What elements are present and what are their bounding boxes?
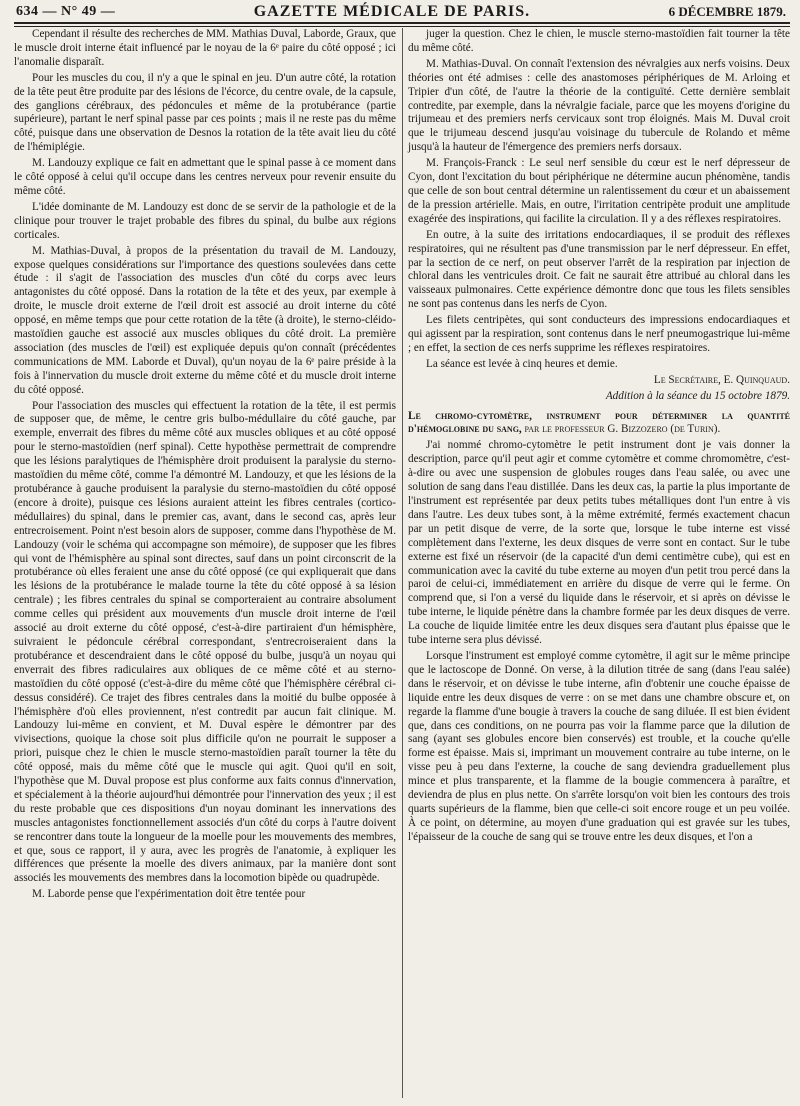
paragraph: Cependant il résulte des recherches de MM. Mathias Duval, Laborde, Graux, que le muscle droit interne était influencé par le noyau de la 6ᵉ paire du côté opposé ; ici l'anomalie disparaît.: [14, 28, 396, 68]
paragraph: M. Mathias-Duval. On connaît l'extension des névralgies aux nerfs voisins. Deux théories ont été admises : celle des anastomoses périphériques de M. Arloing et Tripier d'un côté, de l'autre la théorie de la contiguïté. Cette dernière semblait contredite, par exemple, dans la névralgie faciale, parce que les moyens d'origine du trijumeau et des premiers nerfs cervicaux sont trop éloignés. Mais M. Duval croit que le trijumeau descend jusqu'au voisinage du tubercule de Rolando et même jusqu'à la hauteur de l'émergence des premiers nerfs dorsaux.: [408, 57, 790, 154]
paragraph: L'idée dominante de M. Landouzy est donc de se servir de la pathologie et de la clinique pour trouver le trajet probable des fibres du spinal, du bulbe aux régions corticales.: [14, 200, 396, 241]
page-number: 634 — N° 49 —: [16, 4, 116, 19]
page-header: [16, 2, 786, 22]
secretary-signature: Le Secrétaire, E. Quinquaud.: [653, 373, 790, 386]
paragraph: La séance est levée à cinq heures et demie.: [426, 357, 618, 370]
section-author: par le professeur G. Bizzozero (de Turin).: [524, 423, 721, 436]
paragraph: M. François-Franck : Le seul nerf sensible du cœur est le nerf dépresseur de Cyon, dont l'excitation du bout périphérique ne détermine aucun phénomène, tandis que celle de son bout central détermine un ralentissement du cœur et un abaissement de la pression artérielle. Mais, en outre, l'irritation centripète produit une amplitude exagérée des inspirations, qui facilite la circulation. Il y a des réflexes respiratoires.: [408, 157, 790, 225]
section-title-text: Le chromo-cytomètre, instrument pour déterminer la quantité d'hémoglobine du sang,: [408, 409, 790, 436]
paragraph: Lorsque l'instrument est employé comme cytomètre, il agit sur le même principe que le lactoscope de Donné. On verse, à la dilution titrée de sang (dans l'eau salée) dans le réservoir, et on dévisse le tube interne, afin d'obtenir une couche épaisse de liquide entre les deux disques de verre : on se met dans une chambre obscure et, on regarde la flamme d'une bougie à travers la couche de sang diluée. Il est bien évident que, dans ces conditions, on ne pourra pas voir la flamme parce que la dilution de sang (ayant ses globules encore bien conservés) est trouble, et la couche qu'elle forme est épaisse. Mais si, imprimant un mouvement contraire au tube interne, on le visse peu à peu dans l'externe, la couche de sang deviendra graduellement plus mince et plus transparente, et la flamme de la bougie commencera à paraître, et deviendra de plus en plus nette. On s'arrête lorsqu'on voit bien les contours des trois quarts supérieurs de la flamme, bien que celle-ci soit encore rouge et un peu voilée. À ce point, on détermine, au moyen d'une graduation qui est gravée sur les tubes, l'épaisseur de la couche de sang qui se trouve entre les deux disques, et l'on a: [408, 649, 790, 843]
paragraph: M. Landouzy explique ce fait en admettant que le spinal passe à ce moment dans le côté opposé à celui qu'il occupe dans les centres nerveux pour revenir ensuite du même côté.: [14, 157, 396, 197]
paragraph: M. Laborde pense que l'expérimentation doit être tentée pour: [32, 888, 306, 901]
paragraph: Pour les muscles du cou, il n'y a que le spinal en jeu. D'un autre côté, la rotation de la tête peut être produite par des lésions de l'écorce, du centre ovale, de la capsule, des ganglions cérébraux, des pédoncules et même de la protubérance (partie supérieure), partant le nerf spinal passe par ces points ; mais il ne reste pas du même côté, puisque dans une observation de Desnos la rotation de la tête avait lieu du côté de l'hémiplégie.: [14, 71, 396, 154]
paragraph: Les filets centripètes, qui sont conducteurs des impressions endocardiaques et qui agissent par la respiration, sont contenus dans le nerf pneumogastrique lui-même ; en effet, la section de ces nerfs supprime les réflexes respiratoires.: [408, 314, 790, 354]
right-column: [408, 28, 790, 847]
issue-date: 6 DÉCEMBRE 1879.: [668, 4, 786, 19]
column-divider: [402, 28, 403, 1098]
session-addition: Addition à la séance du 15 octobre 1879.: [605, 389, 790, 402]
section-title: [408, 410, 790, 438]
paragraph: juger la question. Chez le chien, le muscle sterno-mastoïdien fait tourner la tête du même côté.: [408, 28, 790, 54]
paragraph: M. Mathias-Duval, à propos de la présentation du travail de M. Landouzy, expose quelques considérations sur l'importance des questions soulevées dans cette étude : il s'agit de l'association des muscles d'un côté du corps avec leurs antagonistes du côté opposé. Dans la rotation de la tête et des yeux, par exemple à droite, le muscle droit externe de l'œil droit est associé au droit interne du côté opposé, en même temps que pour cette rotation de la tête (à droite), le sterno-cléido-mastoïdien gauche est associé aux muscles obliques du côté droit. La première association (des muscles de l'œil) est expliquée depuis qu'on connaît (précédentes communications de MM. Laborde et Duval), qu'un noyau de la 6ᵉ paire préside à la fois à l'innervation du muscle droit externe du même côté et du muscle droit interne du côté opposé.: [14, 244, 396, 396]
paragraph: En outre, à la suite des irritations endocardiaques, il se produit des réflexes respiratoires, qui ne résultent pas d'une transmission par le nerf dépresseur. En effet, par la section de ce nerf, on peut observer l'arrêt de la respiration par injection de chloral dans les ventricules droit. Ce fait ne saurait être attribué au chloral dans les vaisseaux pulmonaires. Cette expérience démontre donc que tous les filets sensibles ne sont pas contenus dans les nerfs de Cyon.: [408, 228, 790, 311]
left-column: [14, 28, 396, 904]
header-rule: [14, 22, 790, 27]
journal-title: GAZETTE MÉDICALE DE PARIS.: [253, 3, 531, 20]
paragraph: Pour l'association des muscles qui effectuent la rotation de la tête, il est permis de supposer que, de même, le centre gris bulbo-médullaire du côté gauche, par exemple, enverrait des fibres du même côté aux muscles obliques et au côté opposé pour le sterno-mastoïdien (nerf spinal). Cette hypothèse permettrait de comprendre que les lésions paralytiques de l'hémisphère droit produisent la paralysie du sterno-mastoïdien du même côté, comme l'a démontré M. Landouzy, et que les lésions de la protubérance à gauche produisent la paralysie du sterno-mastoïdien du côté opposé (encore à droite), puisque ces lésions auraient atteint les fibres centrales (cortico-médullaires) du spinal, dans le premier cas, avant, dans le second cas, après leur entrecroisement. Point n'est besoin alors de supposer, comme dans l'hypothèse de M. Landouzy (voir le schéma qui accompagne son mémoire), de supposer que les fibres qui vont de l'hémisphère au spinal sont directes, sauf dans un point circonscrit de la protubérance où elles feraient une anse du côté opposé (ce qui expliquerait que dans les lésions de la protubérance le malade tourne la tête du côté opposé à sa lésion centrale) ; les fibres centrales du spinal se comporteraient au contraire absolument comme celles qui président aux mouvements d'un muscle droit interne de l'œil associé au droit externe du côté opposé, c'est-à-dire partiraient d'un hémisphère, suivraient le pédoncule cérébral correspondant, s'entrecroiseraient dans la protubérance et descendraient dans le côté opposé du bulbe, jusqu'à un noyau qui enverrait des fibres radiculaires aux obliques de ce même côté et au sterno-mastoïdien du côté opposé (c'est-à-dire du même côté que l'hémisphère cérébral ci-dessus considéré). Ce trajet des fibres centrales dans la moitié du bulbe opposée à l'hémisphère d'où elles proviennent, n'est contredit par aucun fait clinique. M. Landouzy lui-même en convient, et M. Duval espère le démontrer par des vivisections, quoique la chose soit plus difficile qu'on ne pourrait le supposer a priori, puisque chez le chien le muscle sterno-mastoïdien paraît tourner la tête du côté opposé, mais du même côté que le muscle qui agit. Quoi qu'il en soit, l'hypothèse que M. Duval propose est plus conforme aux faits connus d'innervation, et spécialement à la théorie aujourd'hui démontrée pour l'innervation des yeux ; il est du reste probable que ces dispositions d'un noyau dominant les innervations des muscles antagonistes fonctionnellement associés d'un côté du corps à l'autre doivent se rencontrer dans toute la longueur de la moelle pour les mouvements des membres, et que, sous ce rapport, il y aura, avec les progrès de l'anatomie, à expliquer les différences que présente la moelle des divers animaux, par la manière dont sont associés les mouvements des membres dans la locomotion bipède ou quadrupède.: [14, 399, 396, 885]
paragraph: J'ai nommé chromo-cytomètre le petit instrument dont je vais donner la description, parce qu'il peut agir et comme cytomètre et comme chromomètre, c'est-à-dire ou avec une suspension de globules rouges dans l'eau salée, ou avec une solution de sang dans l'eau distillée. Dans les deux cas, la partie la plus importante de l'instrument est représentée par deux petits tubes métalliques dont l'un entre à vis dans l'autre. Les deux tubes sont, à la même extrémité, fermés exactement chacun par un petit disque de verre, de la sorte que, lorsque le tube interne est vissé complètement dans l'externe, les deux disques de verre sont en contact. Sur le tube externe est fixé un réservoir (de la capacité d'un demi centimètre cube), qui est en communication avec la cavité du tube externe au moyen d'un petit trou percé dans la paroi de celui-ci, immédiatement en arrière du disque de verre qui le ferme. On comprend que, si l'on a versé du liquide dans le réservoir, et si après on dévisse le tube interne, le liquide pénètre dans la chambre formée par les deux disques de verre. La couche de liquide limitée entre les deux disques sera d'autant plus épaisse que le tube interne sera plus dévissé.: [408, 439, 790, 647]
